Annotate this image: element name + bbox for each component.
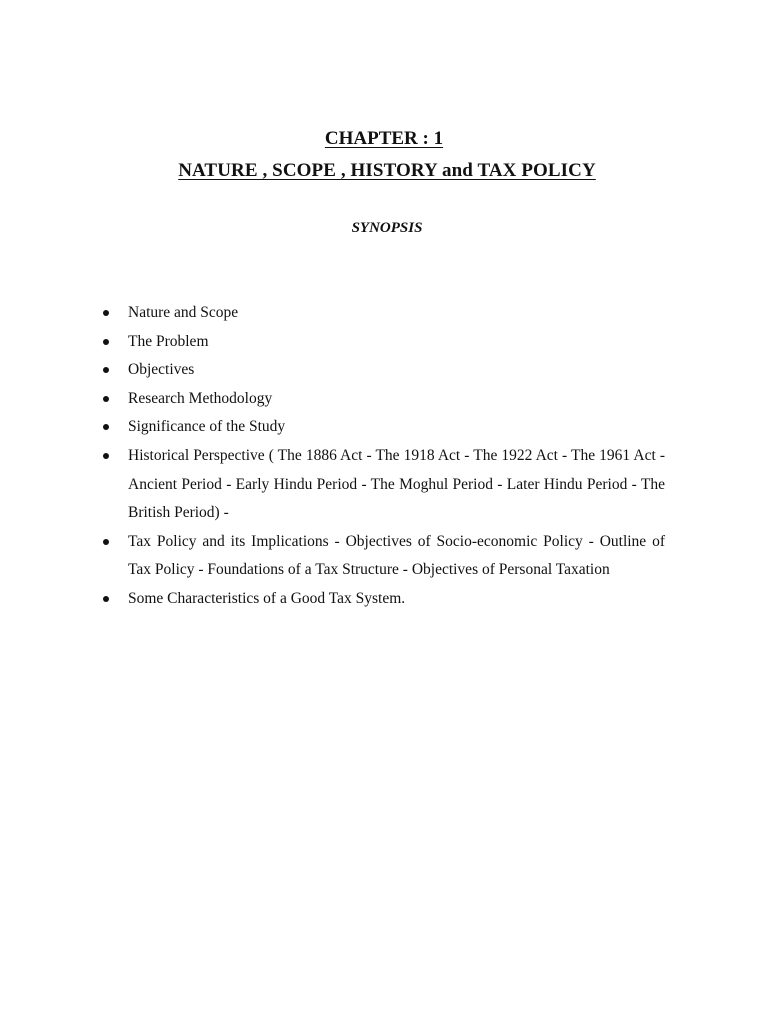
bullet-icon <box>103 339 109 345</box>
synopsis-item-text: Research Methodology <box>128 389 273 407</box>
synopsis-item-text: Objectives <box>128 361 195 379</box>
bullet-icon <box>103 539 109 545</box>
synopsis-item <box>0 299 665 328</box>
synopsis-item-text: Some Characteristics of a Good Tax System. <box>128 589 406 607</box>
synopsis-item-text: Tax Policy and its Implications - Objectives of Socio-economic Policy - Outline of Tax Policy - Foundations of a Tax Structure - Objectives of Personal Taxation <box>128 532 665 579</box>
synopsis-item-text: Significance of the Study <box>128 418 286 436</box>
synopsis-item-text: The Problem <box>128 332 209 350</box>
synopsis-list <box>0 299 768 614</box>
bullet-icon <box>103 453 109 459</box>
bullet-icon <box>103 310 109 316</box>
bullet-icon <box>103 596 109 602</box>
bullet-icon <box>103 396 109 402</box>
chapter-title: NATURE , SCOPE , HISTORY and TAX POLICY <box>178 160 596 181</box>
bullet-icon <box>103 367 109 373</box>
synopsis-item <box>0 356 665 385</box>
bullet-icon <box>103 424 109 430</box>
synopsis-item <box>0 413 665 442</box>
synopsis-item-text: Nature and Scope <box>128 304 239 321</box>
synopsis-item <box>0 442 665 528</box>
synopsis-item <box>0 528 665 585</box>
synopsis-item <box>0 328 665 357</box>
synopsis-label: SYNOPSIS <box>351 220 423 236</box>
synopsis-item-text: Historical Perspective ( The 1886 Act - The 1918 Act - The 1922 Act - The 1961 Act - Ancient Period - Early Hindu Period - The Moghul Period - Later Hindu Period - The British Period) - <box>128 446 665 522</box>
synopsis-item <box>0 585 665 614</box>
chapter-heading: CHAPTER : 1 <box>324 128 444 149</box>
synopsis-item <box>0 385 665 414</box>
